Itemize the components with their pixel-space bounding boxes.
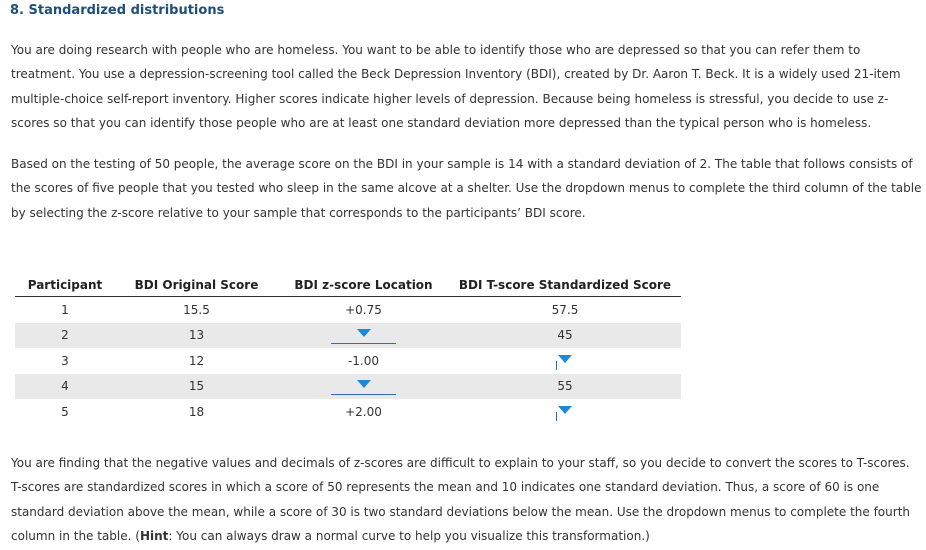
t-score-cell: [449, 348, 681, 374]
z-score-dropdown-4[interactable]: [331, 377, 396, 395]
t-score-cell: 57.5: [551, 302, 579, 317]
t-score-paragraph: [11, 451, 923, 548]
t-score-cell: 45: [449, 323, 681, 349]
z-score-cell: +2.00: [345, 404, 382, 419]
z-score-dropdown-2[interactable]: [331, 326, 396, 344]
t-score-cell: 55: [449, 374, 681, 400]
dropdown-arrow-icon: [357, 329, 371, 337]
header-original-score: BDI Original Score: [115, 274, 278, 297]
z-score-cell: +0.75: [345, 302, 382, 317]
table-row: [15, 399, 681, 425]
original-score-cell: 18: [188, 404, 205, 419]
participant-cell: 3: [61, 353, 69, 368]
header-t-score: BDI T-score Standardized Score: [449, 274, 681, 297]
original-score-cell: 13: [115, 323, 278, 349]
scores-table: [15, 274, 681, 425]
t-score-dropdown-3[interactable]: [556, 352, 574, 370]
t-score-text: You are finding that the negative values and decimals of z-scores are difficult to explain to your staff, so you decide to convert the scores to T-scores. T-scores are standardized scores in which a score of 50 represents the mean and 10 indicates one standard deviation. Thus, a score of 60 is one standard deviation above the mean, while a score of 30 is two standard deviations below the mean. Use the dropdown menus to complete the fourth column in the table. (: [11, 456, 910, 543]
header-participant: Participant: [15, 274, 115, 297]
header-z-score: BDI z-score Location: [278, 274, 449, 297]
table-row: [15, 323, 681, 349]
hint-text: : You can always draw a normal curve to help you visualize this transformation.): [168, 528, 650, 543]
dropdown-arrow-icon: [558, 406, 572, 414]
z-score-cell: -1.00: [347, 353, 380, 368]
original-score-cell: 15.5: [183, 302, 210, 317]
z-score-cell: [278, 323, 449, 349]
table-row: [15, 297, 681, 323]
original-score-cell: 15: [115, 374, 278, 400]
table-row: [15, 374, 681, 400]
z-score-cell: [278, 374, 449, 400]
original-score-cell: 12: [188, 353, 205, 368]
participant-cell: 5: [61, 404, 69, 419]
hint-label: Hint: [139, 528, 169, 543]
section-title: 8. Standardized distributions: [10, 3, 225, 18]
t-score-dropdown-5[interactable]: [556, 403, 574, 421]
dropdown-arrow-icon: [357, 380, 371, 388]
t-score-cell: [449, 399, 681, 425]
participant-cell: 1: [61, 302, 69, 317]
table-row: [15, 348, 681, 374]
instructions-paragraph: Based on the testing of 50 people, the average score on the BDI in your sample is 14 with a standard deviation of 2. The table that follows consists of the scores of five people that you tested who sleep in the same alcove at a shelter. Use the dropdown menus to complete the third column of the table by selecting the z-score relative to your sample that corresponds to the participants’ BDI score.: [11, 157, 922, 220]
intro-paragraph: You are doing research with people who are homeless. You want to be able to identify those who are depressed so that you can refer them to treatment. You use a depression-screening tool called the Beck Depression Inventory (BDI), created by Dr. Aaron T. Beck. It is a widely used 21-item multiple-choice self-report inventory. Higher scores indicate higher levels of depression. Because being homeless is stressful, you decide to use z-scores so that you can identify those people who are at least one standard deviation more depressed than the typical person who is homeless.: [11, 43, 901, 130]
participant-cell: 2: [15, 323, 115, 349]
table-header-row: [15, 274, 681, 297]
dropdown-arrow-icon: [558, 355, 572, 363]
participant-cell: 4: [15, 374, 115, 400]
